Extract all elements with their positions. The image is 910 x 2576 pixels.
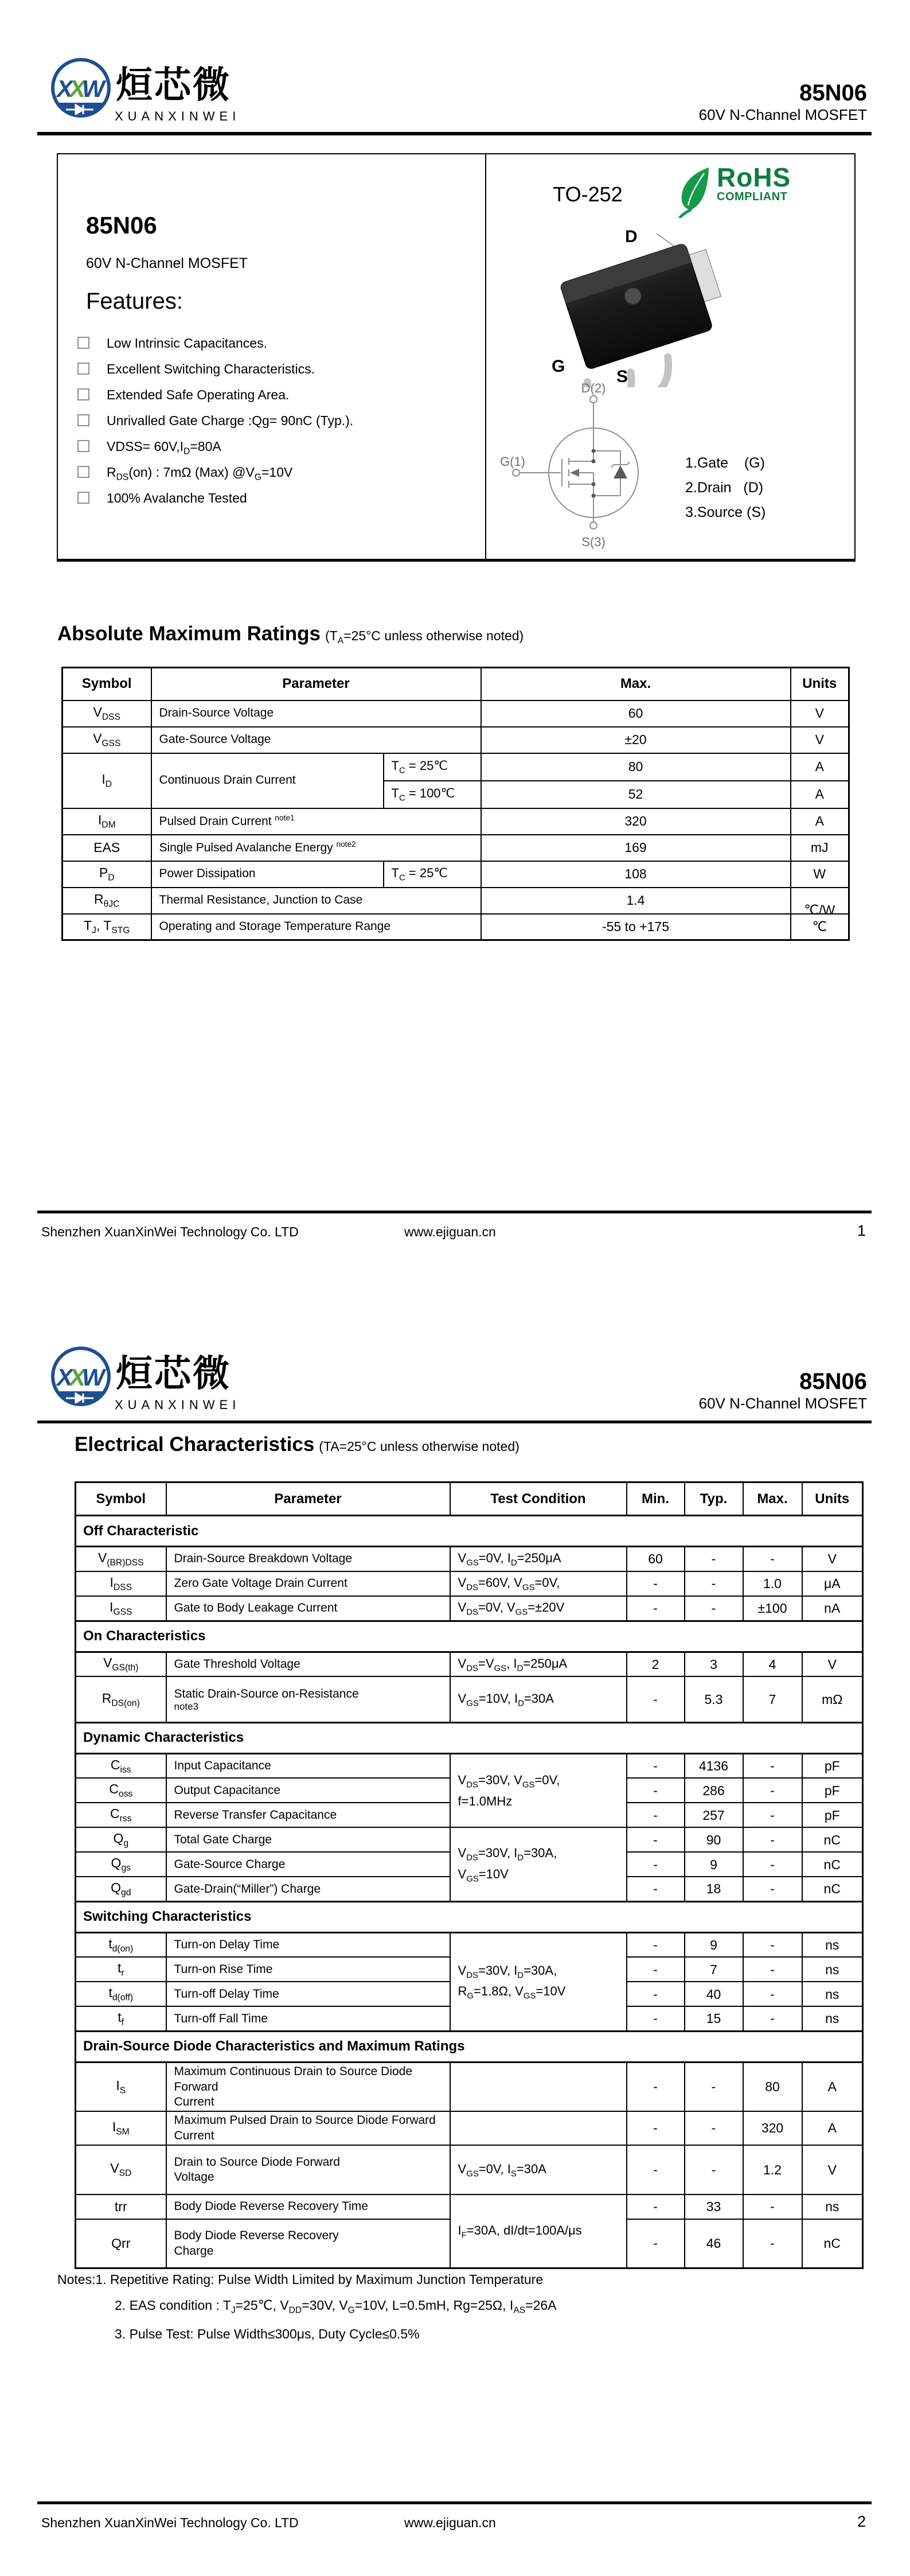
table-cell: - — [627, 1803, 685, 1827]
brand-name-latin: XUANXINWEI — [115, 109, 241, 123]
table-cell: - — [743, 1957, 802, 1982]
footer-rule — [37, 1211, 872, 1213]
table-cell: $I_{SM}$ — [76, 2111, 166, 2145]
table-cell: 90 — [685, 1827, 743, 1852]
table-cell: mΩ — [802, 1676, 863, 1722]
table-cell: $V_{DS}=30V$, $I_D=30A$, $R_G=1.8\Omega$, $V_{GS}=10V$ — [450, 1932, 627, 2031]
table-cell: $T_C$ = 100℃ — [384, 781, 481, 808]
table-cell: W — [791, 861, 849, 888]
table-cell: - — [627, 1957, 685, 1982]
table-cell: - — [743, 2194, 802, 2219]
rohs-logo — [677, 162, 791, 218]
table-cell: $R_{\theta JC}$ — [63, 888, 151, 914]
table-cell: pF — [802, 1778, 863, 1803]
table-cell: $t_r$ — [76, 1957, 166, 1982]
table-cell: 320 — [743, 2111, 802, 2145]
table-cell: μA — [802, 1571, 863, 1596]
panel-divider — [485, 154, 486, 559]
table-cell: - — [627, 1827, 685, 1852]
footer-website[interactable]: www.ejiguan.cn — [404, 1224, 496, 1239]
table-cell: Pulsed Drain Current $^{note1}$ — [151, 808, 481, 835]
table-cell: V — [802, 1547, 863, 1571]
table-cell: - — [743, 1852, 802, 1877]
table-cell: ns — [802, 2194, 863, 2219]
column-header: Parameter — [151, 668, 481, 701]
column-header: Min. — [627, 1482, 685, 1516]
brand-name-latin: XUANXINWEI — [115, 1398, 241, 1412]
table-cell: $V_{DSS}$ — [63, 701, 151, 727]
feature-text: 100% Avalanche Tested — [107, 491, 247, 505]
table-cell: nC — [802, 1877, 863, 1901]
table-cell: - — [743, 1547, 802, 1571]
table-cell: $V_{GS}=0V$, $I_D=250\mu A$ — [450, 1547, 627, 1571]
table-cell: $V_{GS}=10V$, $I_D=30A$ — [450, 1676, 627, 1722]
table-cell: mJ — [791, 835, 849, 861]
table-cell: Thermal Resistance, Junction to Case — [151, 888, 481, 914]
table-cell: - — [627, 2194, 685, 2219]
table-cell: ns — [802, 2006, 863, 2031]
table-cell: - — [743, 1803, 802, 1827]
pin-label-s: S — [616, 367, 628, 386]
checkbox-icon — [77, 337, 89, 349]
table-cell: $Q_{gs}$ — [76, 1852, 166, 1877]
table-cell: - — [627, 1571, 685, 1596]
section-title-text: Absolute Maximum Ratings — [57, 622, 321, 645]
table-cell: $V_{DS}=30V$, $V_{GS}=0V$, f=1.0MHz — [450, 1753, 627, 1827]
table-cell: Gate to Body Leakage Current — [166, 1596, 450, 1621]
table-cell: Maximum Pulsed Drain to Source Diode Forward Current — [166, 2111, 450, 2145]
table-cell: 7 — [743, 1676, 802, 1722]
feature-text: Extended Safe Operating Area. — [107, 387, 290, 402]
column-header: Units — [802, 1482, 863, 1516]
table-cell: V — [802, 1652, 863, 1676]
table-cell: - — [685, 1571, 743, 1596]
table-cell: - — [627, 2145, 685, 2194]
table-cell — [450, 2111, 627, 2145]
table-cell: Turn-off Fall Time — [166, 2006, 450, 2031]
table-cell: Body Diode Reverse Recovery Time — [166, 2194, 450, 2219]
company-logo-icon — [49, 1343, 113, 1413]
notes-block — [57, 2273, 557, 2341]
rohs-text: RoHS — [717, 162, 791, 192]
notes-line: 3. Pulse Test: Pulse Width≤300μs, Duty Cycle≤0.5% — [115, 2326, 420, 2342]
column-header: Symbol — [76, 1482, 166, 1516]
feature-item — [77, 361, 315, 379]
feature-item — [77, 387, 289, 404]
schematic-pin-s3: S(3) — [581, 535, 606, 549]
checkbox-icon — [77, 492, 89, 504]
table-cell: - — [627, 1753, 685, 1778]
section-title-text: Electrical Characteristics — [75, 1433, 315, 1456]
table-cell: 108 — [481, 861, 791, 888]
table-cell: - — [685, 2062, 743, 2111]
rohs-leaf-icon — [677, 165, 712, 218]
table-cell: - — [743, 2219, 802, 2268]
table-cell: ℃ — [791, 914, 849, 940]
table-cell: - — [743, 2006, 802, 2031]
table-cell: Qrr — [76, 2219, 166, 2268]
checkbox-icon — [77, 466, 89, 478]
table-cell: V — [802, 2145, 863, 2194]
table-cell: 40 — [685, 1982, 743, 2006]
table-cell: $I_{GSS}$ — [76, 1596, 166, 1621]
table-cell: 1.0 — [743, 1571, 802, 1596]
table-cell: $V_{GS(th)}$ — [76, 1652, 166, 1676]
table-cell: $C_{rss}$ — [76, 1803, 166, 1827]
table-cell: 1.4 — [481, 888, 791, 914]
feature-item — [77, 336, 267, 353]
section-header: On Characteristics — [76, 1621, 863, 1652]
feature-item — [77, 491, 247, 508]
footer-company: Shenzhen XuanXinWei Technology Co. LTD — [41, 2515, 299, 2530]
table-cell: Drain-Source Breakdown Voltage — [166, 1547, 450, 1571]
section-header: Drain-Source Diode Characteristics and Maximum Ratings — [76, 2031, 863, 2062]
table-cell: 4136 — [685, 1753, 743, 1778]
table-cell: 320 — [481, 808, 791, 835]
features-title: Features: — [86, 289, 183, 314]
table-cell: - — [743, 1982, 802, 2006]
absolute-maximum-ratings-table — [61, 667, 850, 941]
feature-item — [77, 413, 353, 430]
table-cell: Input Capacitance — [166, 1753, 450, 1778]
schematic-pin-d2: D(2) — [581, 381, 606, 395]
table-cell — [450, 2062, 627, 2111]
section-title-absolute-maximum-ratings — [57, 622, 524, 647]
svg-text:X: X — [69, 75, 86, 102]
table-cell: 33 — [685, 2194, 743, 2219]
electrical-characteristics-table — [75, 1481, 864, 2269]
checkbox-icon — [77, 414, 89, 426]
rohs-compliant-text: COMPLIANT — [717, 190, 788, 203]
table-cell: Gate-Source Charge — [166, 1852, 450, 1877]
table-cell: trr — [76, 2194, 166, 2219]
feature-item — [77, 465, 292, 482]
table-cell: ns — [802, 1957, 863, 1982]
svg-text:X: X — [57, 1364, 73, 1391]
table-cell: - — [627, 1852, 685, 1877]
table-cell: - — [685, 1596, 743, 1621]
table-cell: - — [743, 1778, 802, 1803]
table-cell: nC — [802, 1827, 863, 1852]
table-cell: $V_{SD}$ — [76, 2145, 166, 2194]
table-cell: - — [743, 1932, 802, 1957]
table-cell: A — [791, 781, 849, 808]
table-cell: $V_{DS}=0V$, $V_{GS}=\pm 20V$ — [450, 1596, 627, 1621]
company-logo-icon — [49, 55, 113, 124]
feature-text: $R_{DS}(on)$ : 7mΩ (Max) $@V_G=10V$ — [107, 465, 293, 482]
product-number: 85N06 — [799, 80, 867, 106]
table-cell: Operating and Storage Temperature Range — [151, 914, 481, 940]
table-cell: - — [627, 2111, 685, 2145]
header-rule — [37, 132, 872, 135]
table-cell: $V_{DS}=60V$, $V_{GS}=0V$, — [450, 1571, 627, 1596]
table-cell: - — [627, 1596, 685, 1621]
table-cell: $V_{DS}=V_{GS}$, $I_D=250\mu A$ — [450, 1652, 627, 1676]
feature-text: Unrivalled Gate Charge :Qg= 90nC (Typ.). — [107, 413, 354, 428]
table-cell: pF — [802, 1803, 863, 1827]
table-cell: Total Gate Charge — [166, 1827, 450, 1852]
table-cell: nC — [802, 2219, 863, 2268]
feature-text: VDSS= $60V,I_D=80A$ — [107, 439, 221, 457]
table-cell: Zero Gate Voltage Drain Current — [166, 1571, 450, 1596]
table-cell: $I_F=30A$, dI/dt=100A/μs — [450, 2194, 627, 2268]
page-number: 1 — [857, 1222, 866, 1239]
table-cell: 80 — [481, 753, 791, 781]
table-cell: - — [627, 1932, 685, 1957]
brand-name-chinese: 烜芯微 — [116, 64, 231, 106]
section-title-electrical-characteristics — [75, 1433, 520, 1456]
table-cell: $T_C$ = 25℃ — [384, 861, 481, 888]
pin-legend — [685, 451, 766, 525]
notes-line: 2. EAS condition : $T_J=25℃$, $V_{DD}=30V$, $V_G=10V$, L=0.5mH, Rg=25Ω, $I_{AS}=26A$ — [115, 2298, 557, 2316]
table-cell: $T_J$, $T_{STG}$ — [63, 914, 151, 940]
brand-name-chinese: 烜芯微 — [116, 1353, 231, 1394]
table-cell: $t_f$ — [76, 2006, 166, 2031]
table-cell: Gate-Source Voltage — [151, 727, 481, 753]
column-header: Units — [791, 668, 849, 701]
table-cell: pF — [802, 1753, 863, 1778]
table-cell: V — [791, 727, 849, 753]
table-cell: $V_{GS}=0V$, $I_S=30A$ — [450, 2145, 627, 2194]
section-header: Dynamic Characteristics — [76, 1722, 863, 1753]
table-cell: - — [743, 1877, 802, 1901]
column-header: Parameter — [166, 1482, 450, 1516]
table-cell: - — [743, 1827, 802, 1852]
table-cell: ns — [802, 1932, 863, 1957]
table-cell: A — [791, 808, 849, 835]
checkbox-icon — [77, 363, 89, 375]
table-cell: Reverse Transfer Capacitance — [166, 1803, 450, 1827]
schematic-pin-g1: G(1) — [500, 454, 525, 469]
feature-text: Low Intrinsic Capacitances. — [107, 336, 267, 351]
table-cell: Body Diode Reverse Recovery Charge — [166, 2219, 450, 2268]
table-cell: - — [627, 2062, 685, 2111]
table-cell: 60 — [481, 701, 791, 727]
table-cell: Turn-on Rise Time — [166, 1957, 450, 1982]
table-cell: 286 — [685, 1778, 743, 1803]
table-cell: $t_{d(off)}$ — [76, 1982, 166, 2006]
pin-legend-line: 1.Gate (G) — [685, 455, 765, 471]
table-cell: - — [627, 2006, 685, 2031]
pin-label-d: D — [625, 227, 638, 246]
table-cell: Gate Threshold Voltage — [166, 1652, 450, 1676]
table-cell: 257 — [685, 1803, 743, 1827]
table-cell: $C_{iss}$ — [76, 1753, 166, 1778]
product-number: 85N06 — [799, 1369, 867, 1394]
table-cell: Static Drain-Source on-Resistance note3 — [166, 1676, 450, 1722]
table-cell: $Q_g$ — [76, 1827, 166, 1852]
table-cell: 2 — [627, 1652, 685, 1676]
mosfet-schematic-icon — [499, 383, 700, 545]
table-cell: 46 — [685, 2219, 743, 2268]
notes-line: Notes:1. Repetitive Rating: Pulse Width Limited by Maximum Junction Temperature — [57, 2272, 544, 2287]
table-cell: nA — [802, 1596, 863, 1621]
table-cell: $t_{d(on)}$ — [76, 1932, 166, 1957]
pin-legend-line: 3.Source (S) — [685, 504, 766, 520]
table-cell: 52 — [481, 781, 791, 808]
table-cell: 80 — [743, 2062, 802, 2111]
table-cell: - — [685, 1547, 743, 1571]
table-cell: - — [627, 1778, 685, 1803]
table-cell: 9 — [685, 1852, 743, 1877]
table-cell: $C_{oss}$ — [76, 1778, 166, 1803]
svg-text:X: X — [69, 1364, 86, 1391]
section-header: Off Characteristic — [76, 1516, 863, 1547]
footer-website[interactable]: www.ejiguan.cn — [404, 2515, 496, 2530]
page-number: 2 — [857, 2513, 866, 2530]
table-cell: $I_{DM}$ — [63, 808, 151, 835]
pin-label-g: G — [552, 357, 565, 376]
section-title-note: ($T_A=25^\circ C$ unless otherwise noted) — [325, 628, 524, 646]
feature-item — [77, 439, 221, 456]
table-cell: Turn-on Delay Time — [166, 1932, 450, 1957]
product-subtitle: 60V N-Channel MOSFET — [698, 1395, 867, 1412]
section-title-note: (TA=25°C unless otherwise noted) — [319, 1439, 520, 1454]
table-cell: 18 — [685, 1877, 743, 1901]
table-cell: ±20 — [481, 727, 791, 753]
table-cell: ±100 — [743, 1596, 802, 1621]
table-cell: V — [791, 701, 849, 727]
table-cell: 5.3 — [685, 1676, 743, 1722]
table-cell: ℃/W — [791, 888, 849, 914]
table-cell: Maximum Continuous Drain to Source Diode Forward Current — [166, 2062, 450, 2111]
table-cell: $R_{DS(on)}$ — [76, 1676, 166, 1722]
table-cell: 7 — [685, 1957, 743, 1982]
table-cell: -55 to +175 — [481, 914, 791, 940]
table-cell: - — [685, 2111, 743, 2145]
table-cell: - — [627, 1676, 685, 1722]
table-cell: Drain-Source Voltage — [151, 701, 481, 727]
footer-rule — [37, 2501, 872, 2504]
svg-text:X: X — [57, 75, 73, 102]
checkbox-icon — [77, 388, 89, 400]
table-cell: Output Capacitance — [166, 1778, 450, 1803]
column-header: Max. — [481, 668, 791, 701]
column-header: Max. — [743, 1482, 802, 1516]
table-cell: - — [627, 1982, 685, 2006]
table-cell: A — [802, 2111, 863, 2145]
package-name: TO-252 — [553, 182, 623, 206]
table-cell: Continuous Drain Current — [151, 753, 384, 808]
intro-product-number: 85N06 — [86, 212, 157, 239]
table-cell: EAS — [63, 835, 151, 861]
table-cell: nC — [802, 1852, 863, 1877]
table-cell: 9 — [685, 1932, 743, 1957]
table-cell: Gate-Drain(“Miller”) Charge — [166, 1877, 450, 1901]
feature-text: Excellent Switching Characteristics. — [107, 361, 315, 376]
table-cell: Power Dissipation — [151, 861, 384, 888]
table-cell: $I_S$ — [76, 2062, 166, 2111]
table-cell: 4 — [743, 1652, 802, 1676]
table-cell: $V_{GSS}$ — [63, 727, 151, 753]
table-cell: Turn-off Delay Time — [166, 1982, 450, 2006]
column-header: Typ. — [685, 1482, 743, 1516]
header-rule — [37, 1421, 872, 1423]
table-cell: 15 — [685, 2006, 743, 2031]
column-header: Symbol — [63, 668, 151, 701]
column-header: Test Condition — [450, 1482, 627, 1516]
table-cell: $Q_{gd}$ — [76, 1877, 166, 1901]
section-header: Switching Characteristics — [76, 1901, 863, 1932]
table-cell: $I_{DSS}$ — [76, 1571, 166, 1596]
table-cell: A — [791, 753, 849, 781]
intro-product-subtitle: 60V N-Channel MOSFET — [86, 255, 248, 271]
table-cell: 3 — [685, 1652, 743, 1676]
product-subtitle: 60V N-Channel MOSFET — [698, 106, 867, 123]
svg-text:W: W — [82, 75, 105, 102]
table-cell: $V_{DS}=30V$, $I_D=30A$, $V_{GS}=10V$ — [450, 1827, 627, 1901]
table-cell: 1.2 — [743, 2145, 802, 2194]
table-cell: - — [627, 2219, 685, 2268]
table-cell: A — [802, 2062, 863, 2111]
table-cell: - — [685, 2145, 743, 2194]
pin-legend-line: 2.Drain (D) — [685, 480, 764, 496]
table-cell: - — [743, 1753, 802, 1778]
table-cell: - — [627, 1877, 685, 1901]
table-cell: $T_C$ = 25℃ — [384, 753, 481, 781]
table-cell: ns — [802, 1982, 863, 2006]
table-cell: Drain to Source Diode Forward Voltage — [166, 2145, 450, 2194]
table-cell: $P_D$ — [63, 861, 151, 888]
svg-text:W: W — [82, 1364, 105, 1391]
table-cell: $V_{(BR)DSS}$ — [76, 1547, 166, 1571]
table-cell: $I_D$ — [63, 753, 151, 808]
checkbox-icon — [77, 440, 89, 452]
table-cell: Single Pulsed Avalanche Energy $^{note2}$ — [151, 835, 481, 861]
table-cell: 60 — [627, 1547, 685, 1571]
footer-company: Shenzhen XuanXinWei Technology Co. LTD — [41, 1224, 299, 1239]
table-cell: 169 — [481, 835, 791, 861]
